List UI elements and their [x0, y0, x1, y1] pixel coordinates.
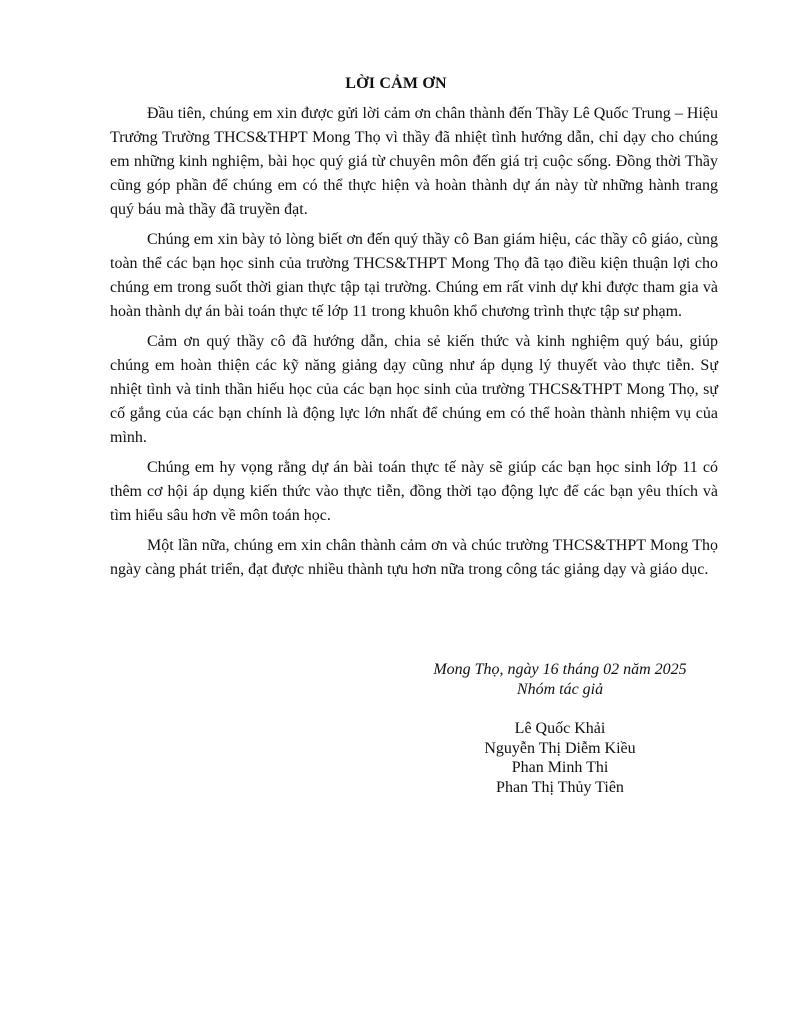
- author-list: [410, 719, 710, 797]
- paragraph: Đầu tiên, chúng em xin được gửi lời cảm ơn chân thành đến Thầy Lê Quốc Trung – Hiệu Trưởng Trường THCS&THPT Mong Thọ vì thầy đã nhiệt tình hướng dẫn, chỉ dạy cho chúng em những kinh nghiệm, bài học quý giá từ chuyên môn đến giá trị cuộc sống. Đồng thời Thầy cũng góp phần để chúng em có thể thực hiện và hoàn thành dự án này từ những hành trang quý báu mà thầy đã truyền đạt.: [110, 105, 718, 218]
- document-title: LỜI CẢM ƠN: [345, 75, 447, 92]
- paragraph: Một lần nữa, chúng em xin chân thành cảm ơn và chúc trường THCS&THPT Mong Thọ ngày càng phát triển, đạt được nhiều thành tựu hơn nữa trong công tác giảng dạy và giáo dục.: [110, 537, 718, 578]
- paragraph: Chúng em hy vọng rằng dự án bài toán thực tế này sẽ giúp các bạn học sinh lớp 11 có thêm cơ hội áp dụng kiến thức vào thực tiễn, đồng thời tạo động lực để các bạn yêu thích và tìm hiểu sâu hơn về môn toán học.: [110, 459, 718, 524]
- signature-group: Nhóm tác giả: [516, 681, 604, 698]
- author-name: Phan Minh Thi: [511, 759, 609, 776]
- signature-place-date: Mong Thọ, ngày 16 tháng 02 năm 2025: [433, 661, 687, 678]
- author-name: Nguyễn Thị Diễm Kiều: [484, 739, 636, 757]
- paragraph: Chúng em xin bày tỏ lòng biết ơn đến quý thầy cô Ban giám hiệu, các thầy cô giáo, cùng toàn thể các bạn học sinh của trường THCS&THPT Mong Thọ đã tạo điều kiện thuận lợi cho chúng em trong suốt thời gian thực tập tại trường. Chúng em rất vinh dự khi được tham gia và hoàn thành dự án bài toán thực tế lớp 11 trong khuôn khổ chương trình thực tập sư phạm.: [110, 231, 718, 320]
- author-name: Phan Thị Thủy Tiên: [496, 778, 624, 796]
- paragraph: Cảm ơn quý thầy cô đã hướng dẫn, chia sẻ kiến thức và kinh nghiệm quý báu, giúp chúng em hoàn thiện các kỹ năng giảng dạy cũng như áp dụng lý thuyết vào thực tiễn. Sự nhiệt tình và tinh thần hiếu học của các bạn học sinh của trường THCS&THPT Mong Thọ, sự cố gắng của các bạn chính là động lực lớn nhất để chúng em có thể hoàn thành nhiệm vụ của mình.: [110, 333, 718, 446]
- document-body: [110, 102, 718, 588]
- author-name: Lê Quốc Khải: [514, 720, 606, 737]
